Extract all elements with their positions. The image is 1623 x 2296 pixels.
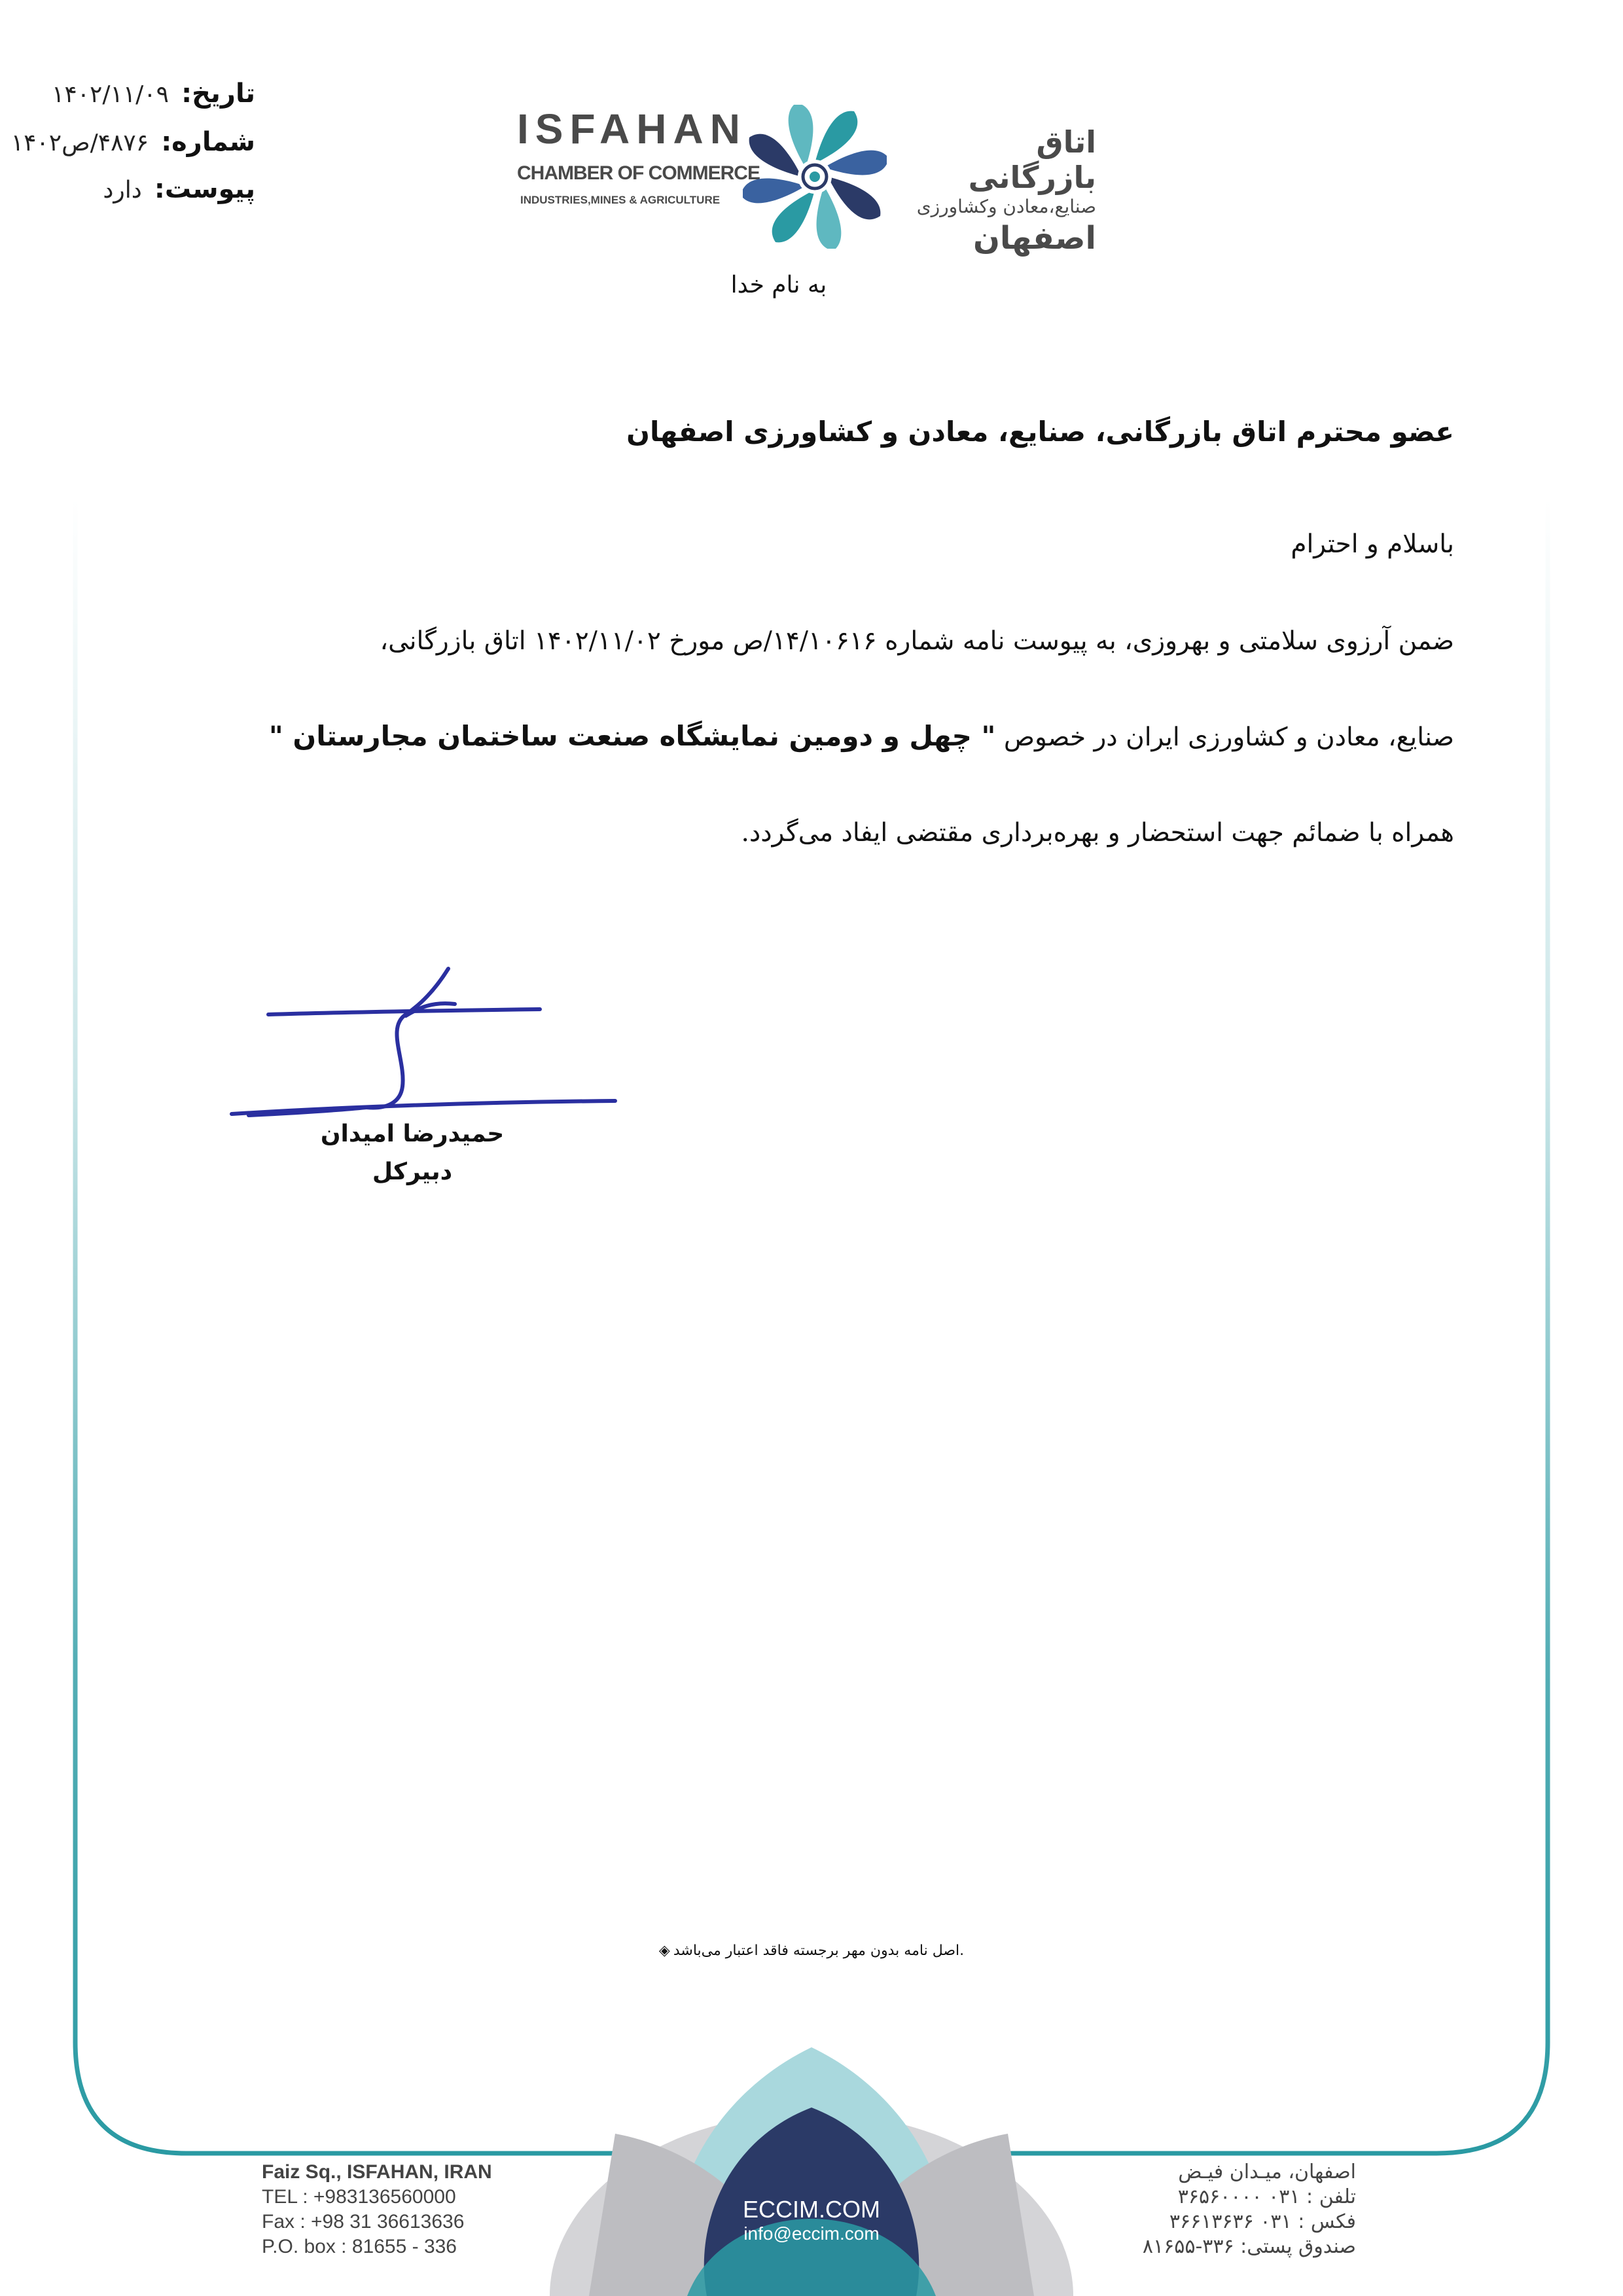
footer-website[interactable] (713, 2197, 910, 2245)
logo-fa-line1: اتاق بازرگانی (968, 124, 1096, 195)
logo-en-title: ISFAHAN (517, 105, 747, 152)
footer-address-fa: اصفهان، میـدان فیـض (1178, 2161, 1356, 2183)
bismillah: به نام خدا (730, 272, 827, 298)
website-link[interactable]: ECCIM.COM (743, 2196, 880, 2223)
body-line-1: ضمن آرزوی سلامتی و بهروزی، به پیوست نامه شماره ۱۴/۱۰۶۱۶/ص مورخ ۱۴۰۲/۱۱/۰۲ اتاق بازرگانی، (380, 626, 1454, 656)
body-line-2 (145, 720, 1454, 752)
footer-emblem (550, 2047, 1073, 2296)
date-label: تاریخ: (181, 79, 255, 109)
recipient-line: عضو محترم اتاق بازرگانی، صنایع، معادن و کشاورزی اصفهان (626, 416, 1454, 448)
logo-en-subtitle: CHAMBER OF COMMERCE (517, 162, 760, 184)
signatory-title: دبیرکل (372, 1158, 453, 1185)
handwritten-signature (223, 962, 628, 1132)
logo-fa-line2: صنایع،معادن وکشاورزی (916, 196, 1096, 217)
footer-fax-en: Fax : +98 31 36613636 (262, 2211, 465, 2233)
body-line-3: همراه با ضمائم جهت استحضار و بهره‌برداری مقتضی ایفاد می‌گردد. (741, 818, 1454, 848)
footer-pobox-en: P.O. box : 81655 - 336 (262, 2236, 457, 2257)
footer-address-en: Faiz Sq., ISFAHAN, IRAN (262, 2161, 492, 2183)
footer-pobox-fa: صندوق پستی: ۳۳۶-۸۱۶۵۵ (1142, 2235, 1356, 2258)
greeting: باسلام و احترام (1291, 529, 1454, 559)
body-line-2-plain: صنایع، معادن و کشاورزی ایران در خصوص (1003, 723, 1454, 752)
exhibition-title: " چهل و دومین نمایشگاه صنعت ساختمان مجارستان " (268, 720, 996, 752)
number-value: ۴۸۷۶/ص۱۴۰۲ (10, 130, 149, 156)
footer-tel-fa: تلفن : ۰۳۱ ۳۶۵۶۰۰۰۰ (1177, 2185, 1356, 2208)
footer-contact-en (262, 2160, 492, 2259)
attachment-label: پیوست: (154, 174, 255, 204)
attachment-value: دارد (103, 177, 142, 204)
footnote-text: اصل نامه بدون مهر برجسته فاقد اعتبار می‌باشد. (673, 1943, 965, 1959)
footer-contact-fa (1016, 2160, 1356, 2259)
number-label: شماره: (161, 127, 255, 157)
footer-tel-en: TEL : +983136560000 (262, 2186, 456, 2208)
signatory-name: حمیدرضا امیدان (320, 1121, 505, 1147)
logo-fa-line3: اصفهان (972, 220, 1096, 257)
diamond-icon: ◈ (658, 1943, 670, 1959)
date-value: ۱۴۰۲/۱۱/۰۹ (52, 81, 169, 108)
logo-en-subtitle-2: INDUSTRIES,MINES & AGRICULTURE (520, 194, 721, 206)
validity-footnote (654, 1943, 969, 1959)
footer-fax-fa: فکس : ۰۳۱ ۳۶۶۱۳۶۳۶ (1169, 2210, 1356, 2233)
email-link[interactable]: info@eccim.com (743, 2223, 880, 2244)
